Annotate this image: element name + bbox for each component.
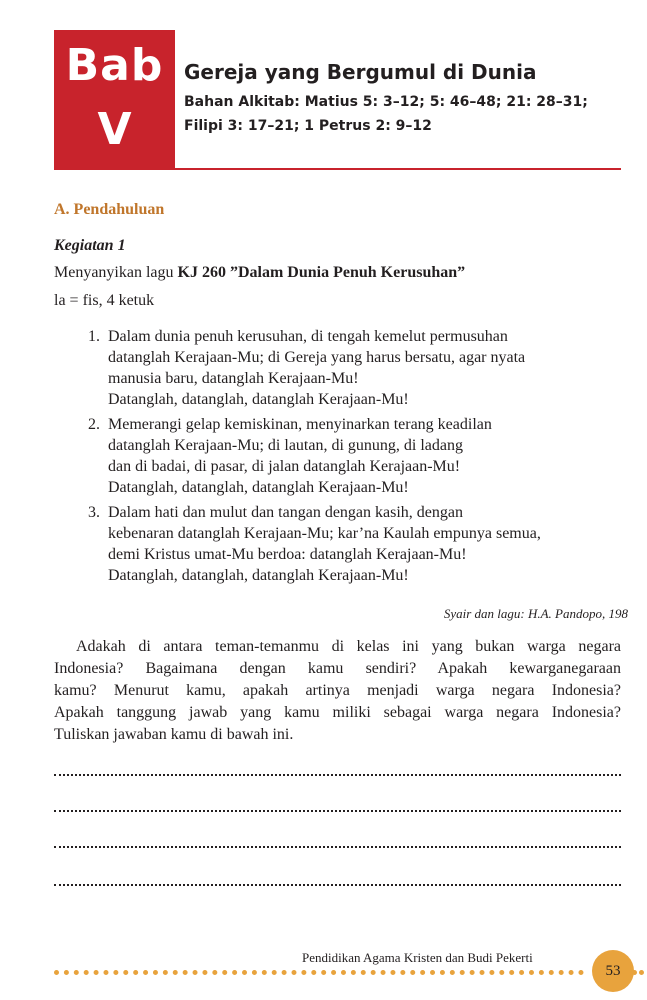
bible-readings-line-1: Bahan Alkitab: Matius 5: 3–12; 5: 46–48; 21: 28–31; [184,94,588,110]
paragraph-line: Adakah di antara teman-temanmu di kelas ini yang bukan warga negara [76,638,621,655]
song-title: KJ 260 ”Dalam Dunia Penuh Kerusuhan” [177,264,466,281]
chapter-number: V [97,104,132,155]
song-instruction [54,262,465,284]
paragraph-line: kamu? Menurut kamu, apakah artinya menjadi warga negara Indonesia? [54,682,621,699]
chapter-title: Gereja yang Bergumul di Dunia [184,60,537,84]
paragraph-line: Apakah tanggung jawab yang kamu miliki sebagai warga negara Indonesia? [54,704,621,721]
bible-readings-line-2: Filipi 3: 17–21; 1 Petrus 2: 9–12 [184,118,432,134]
chapter-header [184,58,624,138]
song-credit: Syair dan lagu: H.A. Pandopo, 198 [443,606,628,621]
verse-3 [88,502,628,586]
verse-line: Dalam dunia penuh kerusuhan, di tengah kemelut permusuhan [108,328,508,345]
verse-line: kebenaran datanglah Kerajaan-Mu; kar’na Kaulah empunya semua, [108,525,541,542]
verse-line: manusia baru, datanglah Kerajaan-Mu! [108,370,359,387]
discussion-paragraph [54,636,621,746]
section-heading: A. Pendahuluan [54,201,165,218]
verse-number: 2. [88,416,100,433]
chapter-badge [54,30,175,170]
song-verses [88,326,628,590]
song-key: la = fis, 4 ketuk [54,292,155,309]
verse-line: datanglah Kerajaan-Mu; di lautan, di gunung, di ladang [108,437,464,454]
bible-readings [184,90,624,138]
activity-title: Kegiatan 1 [54,237,126,254]
verse-line: Dalam hati dan mulut dan tangan dengan kasih, dengan [108,504,464,521]
paragraph-line: Indonesia? Bagaimana dengan kamu sendiri? Apakah kewarganegaraan [54,660,621,677]
verse-line: demi Kristus umat-Mu berdoa: datanglah Kerajaan-Mu! [108,546,467,563]
footer-book-title: Pendidikan Agama Kristen dan Budi Pekerti [302,950,533,965]
verse-line: datanglah Kerajaan-Mu; di Gereja yang harus bersatu, agar nyata [108,349,526,366]
chapter-label: Bab [65,40,164,91]
verse-1 [88,326,628,410]
verse-line: dan di badai, di pasar, di jalan datanglah Kerajaan-Mu! [108,458,461,475]
verse-line: Datanglah, datanglah, datanglah Kerajaan-Mu! [108,391,409,408]
verse-line: Datanglah, datanglah, datanglah Kerajaan-Mu! [108,567,409,584]
page-number: 53 [592,950,634,992]
answer-line [54,810,621,812]
verse-line: Datanglah, datanglah, datanglah Kerajaan-Mu! [108,479,409,496]
header-divider [175,168,621,170]
answer-line [54,846,621,848]
song-intro: Menyanyikan lagu [54,264,178,281]
answer-line [54,774,621,776]
paragraph-line: Tuliskan jawaban kamu di bawah ini. [54,726,294,743]
verse-line: Memerangi gelap kemiskinan, menyinarkan terang keadilan [108,416,492,433]
answer-line [54,884,621,886]
verse-number: 3. [88,504,100,521]
footer-dotted-rule [54,970,584,975]
verse-2 [88,414,628,498]
verse-number: 1. [88,328,100,345]
